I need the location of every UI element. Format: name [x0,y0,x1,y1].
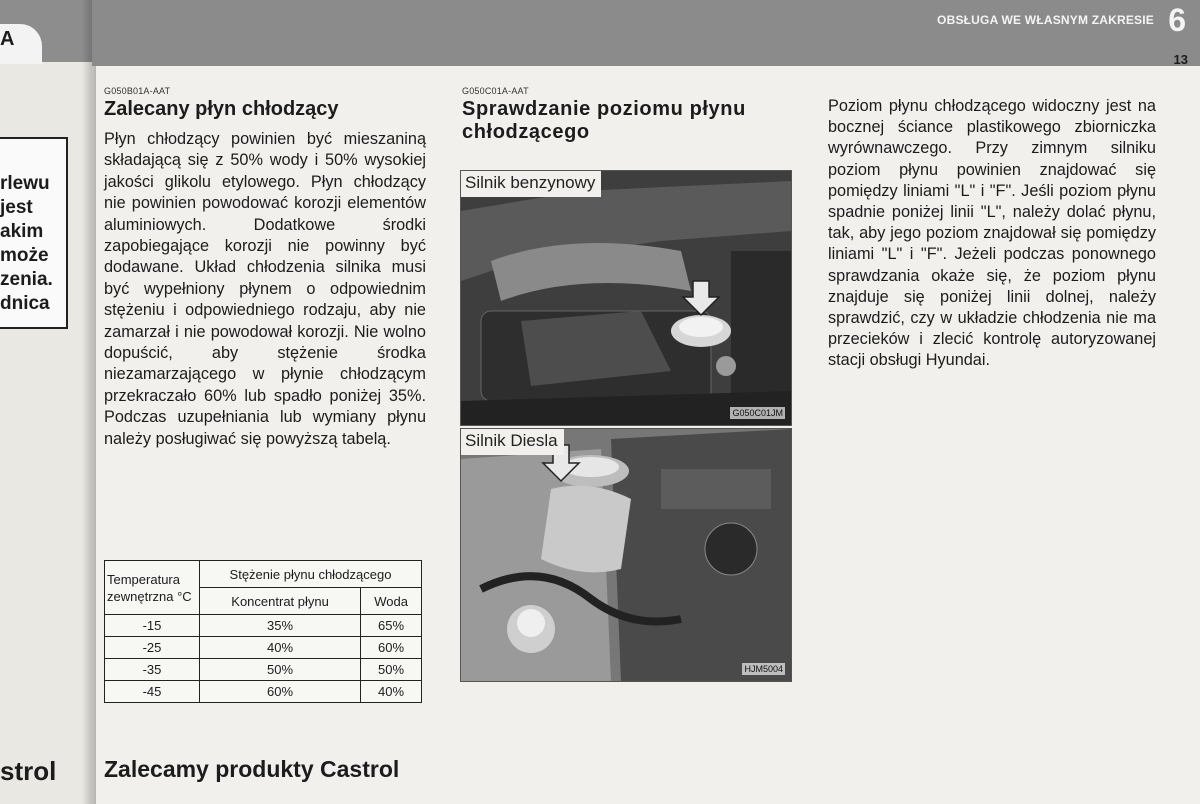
petrol-engine-photo [460,170,792,426]
coolant-level-text-section [828,96,1156,372]
section-code: G050B01A-AAT [104,86,171,96]
table-row [105,615,422,637]
table-header-concentrate: Koncentrat płynu [200,588,361,615]
page-number: 13 [1173,52,1188,67]
previous-page-line: akim [0,221,44,242]
previous-page-line: może [0,245,49,266]
previous-page-bottom-heading: strol [0,756,57,786]
page-header-bar [92,0,1200,66]
table-row [105,681,422,703]
previous-page-tab: A [0,24,42,64]
table-cell-water: 60% [361,637,422,659]
table-row [105,659,422,681]
table-row [105,637,422,659]
photo-reference-code: HJM5004 [744,664,783,674]
book-gutter-shadow [82,0,96,804]
table-header-temperature: Temperatura zewnętrzna °C [105,561,200,615]
table-header-water: Woda [361,588,422,615]
diesel-engine-photo [460,428,792,682]
table-cell-concentrate: 35% [200,615,361,637]
section-code: G050C01A-AAT [462,86,529,96]
previous-page-line: jest [0,197,33,218]
diesel-engine-illustration [461,429,791,681]
table-header-row [105,561,422,588]
table-cell-temp: -15 [105,615,200,637]
table-cell-concentrate: 40% [200,637,361,659]
table-cell-temp: -45 [105,681,200,703]
table-header-concentration: Stężenie płynu chłodzącego [200,561,422,588]
photo-reference-code: G050C01JM [732,408,783,418]
previous-page-line: dnica [0,293,50,314]
coolant-level-check-section [462,86,794,150]
petrol-engine-illustration [461,171,791,425]
coolant-recommendation-section [104,86,426,450]
table-cell-temp: -25 [105,637,200,659]
previous-page-edge [0,0,92,804]
photo-caption: Silnik benzynowy [461,171,601,197]
section-heading: Zalecany płyn chłodzący [104,98,339,120]
previous-page-box-text [0,172,53,316]
chapter-number: 6 [1168,2,1186,38]
previous-page-line: rlewu [0,173,50,194]
table-cell-water: 50% [361,659,422,681]
photo-caption: Silnik Diesla [461,429,564,455]
previous-page-line: zenia. [0,269,53,290]
table-cell-temp: -35 [105,659,200,681]
table-cell-water: 65% [361,615,422,637]
section-body-text: Poziom płynu chłodzącego widoczny jest na bocznej ściance plastikowego zbiorniczka wyrównawczego. Przy zimnym silniku poziom płynu powinien znajdować się pomiędzy liniami "L" i "F". Jeśli poziom płynu spadnie poniżej linii "L", należy dolać płynu, tak, aby jego poziom znajdował się pomiędzy liniami "L" i "F". Jeżeli podczas ponownego sprawdzania okaże się, że poziom płynu znajduje się poniżej linii dolnej, należy sprawdzić, czy w układzie chłodzenia nie ma przecieków i zlecić kontrolę autoryzowanej stacji obsługi Hyundai. [828,97,1156,370]
section-heading: Sprawdzanie poziomu płynu chłodzącego [462,98,746,143]
castrol-products-heading: Zalecamy produkty Castrol [104,756,400,782]
section-title: OBSŁUGA WE WŁASNYM ZAKRESIE [937,13,1154,27]
table-cell-water: 40% [361,681,422,703]
table-cell-concentrate: 60% [200,681,361,703]
table-cell-concentrate: 50% [200,659,361,681]
section-body-text: Płyn chłodzący powinien być mieszaniną składającą się z 50% wody i 50% wysokiej jakości glikolu etylowego. Płyn chłodzący nie powinien powodować korozji elementów aluminiowych. Dodatkowe środki zapobiegające korozji nie powinny być dodawane. Układ chłodzenia silnika musi być wypełniony płynem o odpowiednim stężeniu i odpowiedniego rodzaju, aby nie zamarzał i nie powodował korozji. Nie wolno dopuścić, aby stężenie środka niezamarzającego w płynie chłodzącym przekraczało 60% lub spadło poniżej 35%. Podczas uzupełniania lub wymiany płynu należy posługiwać się powyższą tabelą. [104,130,426,448]
coolant-concentration-table [104,560,422,703]
